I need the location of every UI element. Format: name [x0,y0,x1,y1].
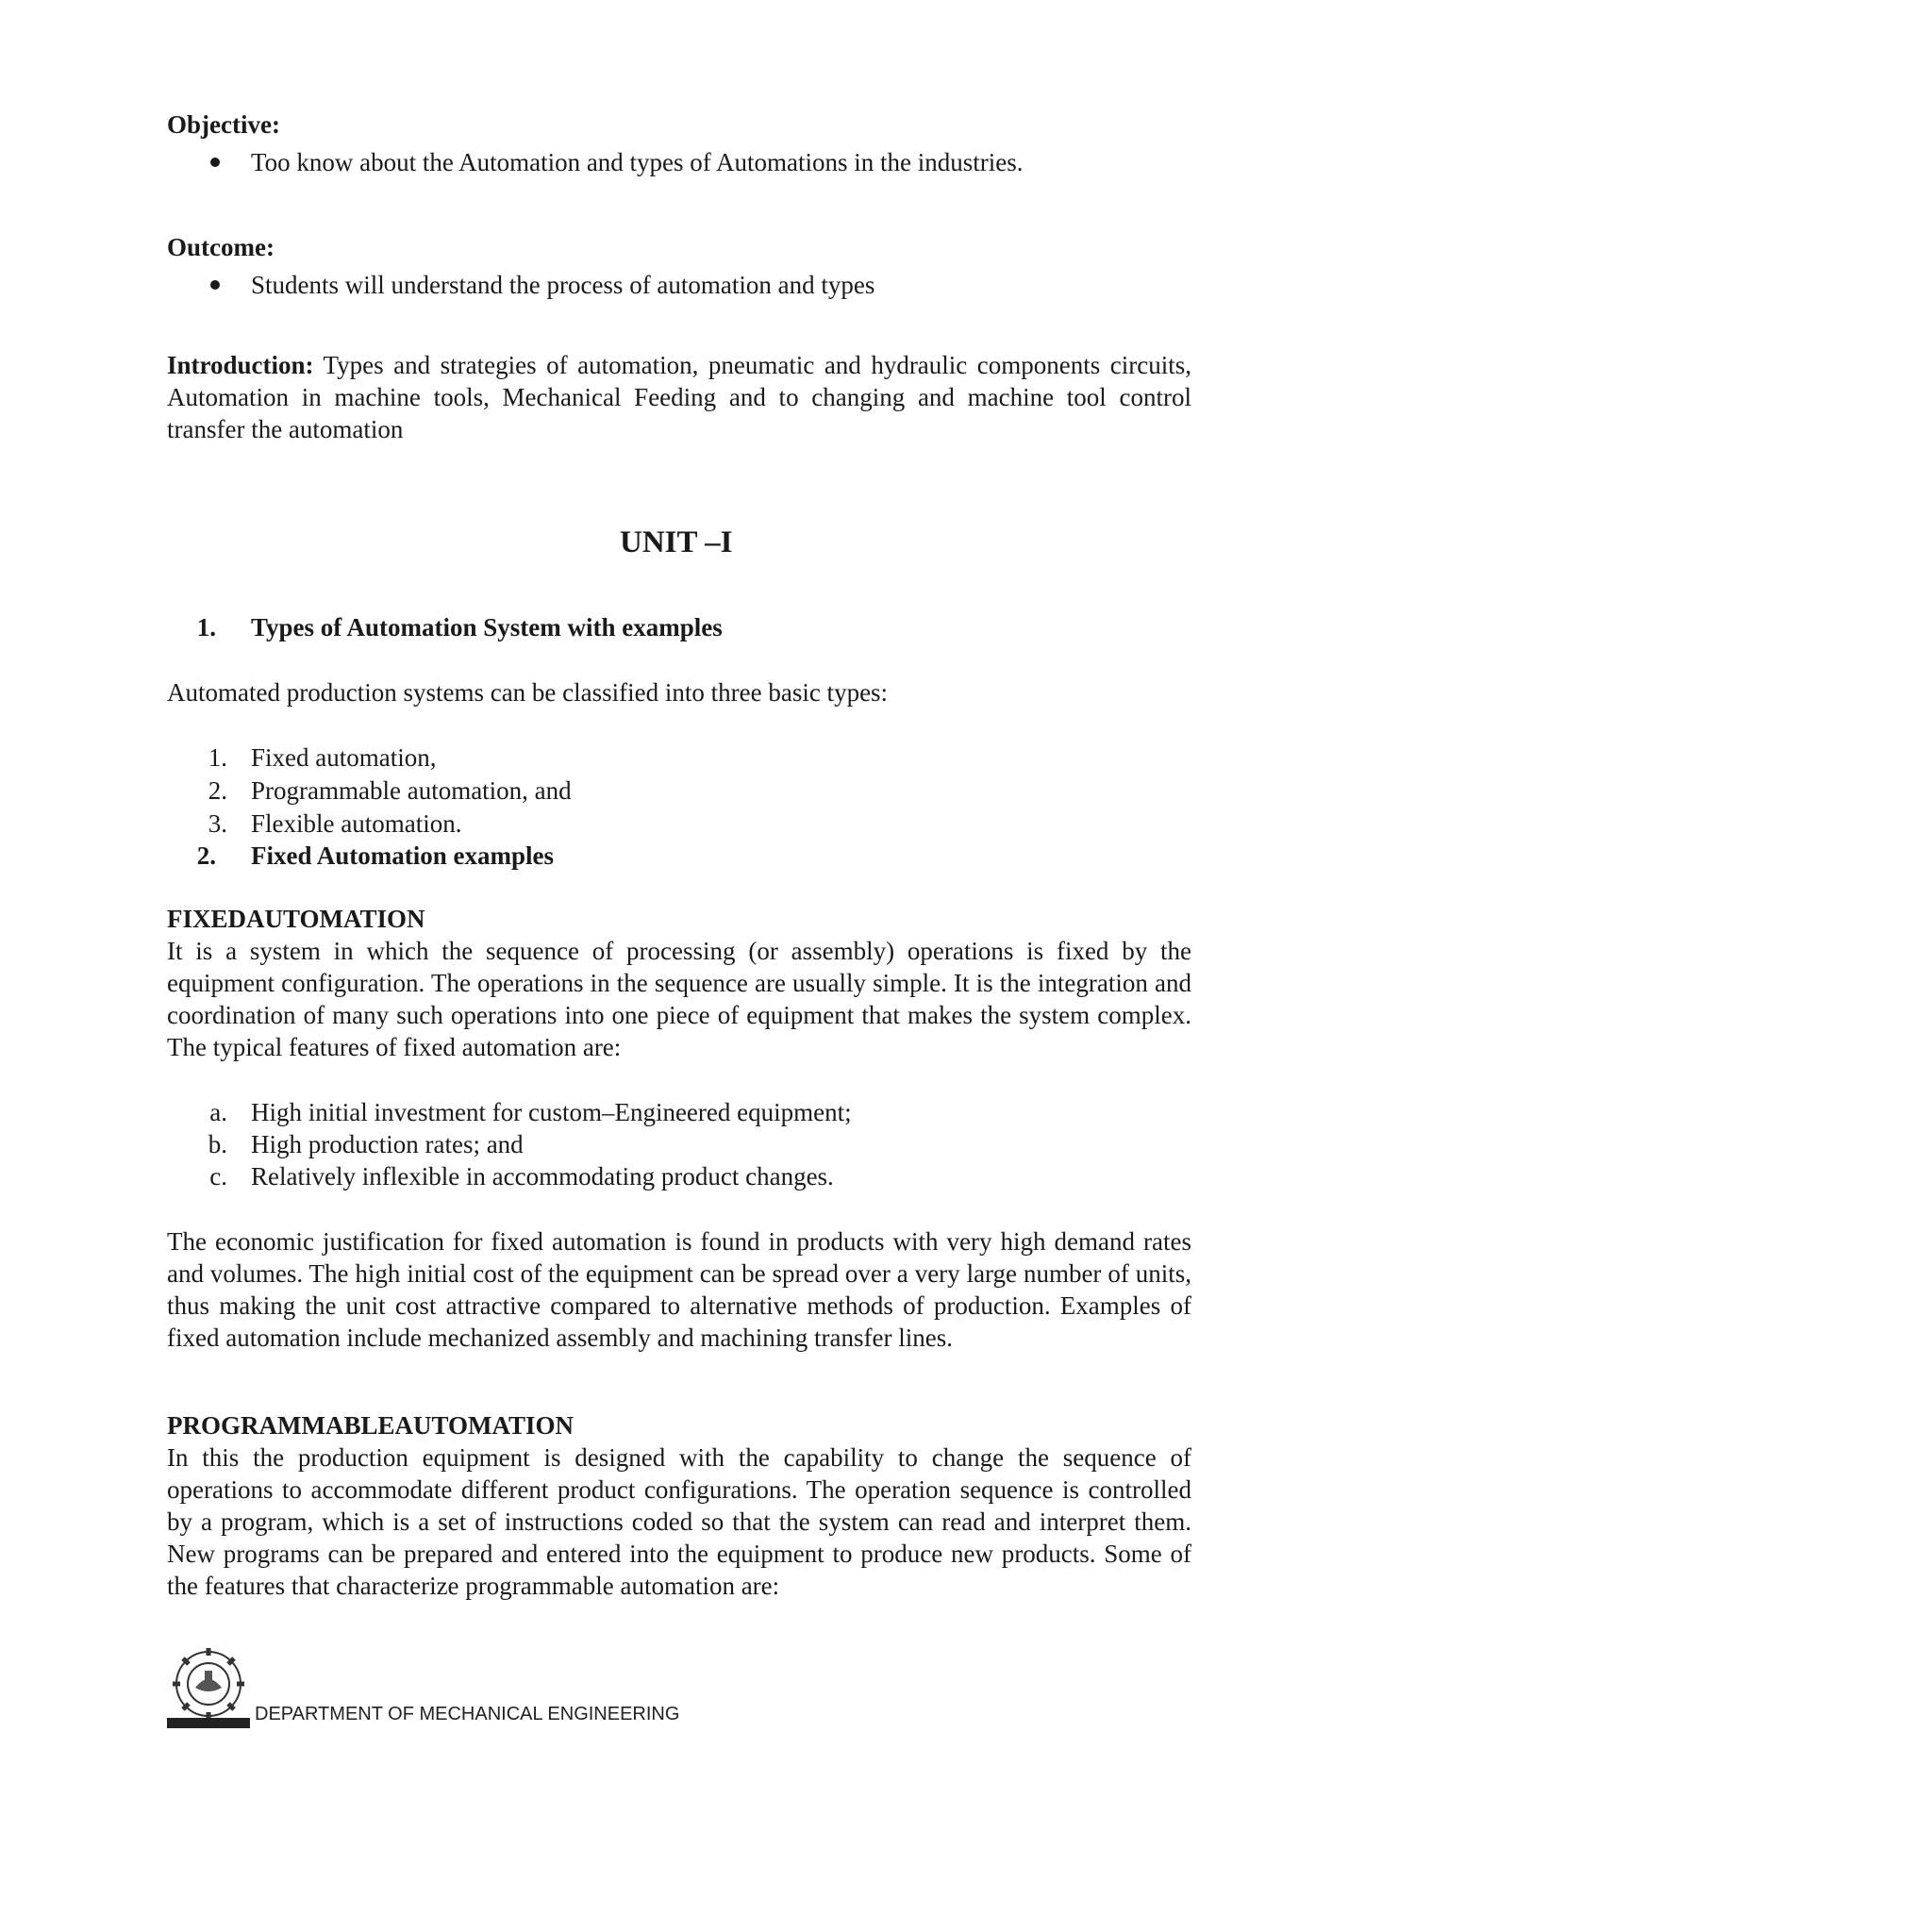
introduction-label: Introduction: [167,351,314,379]
fixed-automation-heading: FIXEDAUTOMATION [167,905,425,933]
bullet-icon [210,158,220,167]
section1-title: Types of Automation System with examples [251,613,723,641]
page-footer [167,1646,1191,1740]
section2-number: 2. [196,841,216,870]
section1-number: 1. [196,613,216,641]
section1-intro: Automated production systems can be classified into three basic types: [167,678,889,707]
introduction-paragraph [167,349,1191,445]
introduction-text: Types and strategies of automation, pneumatic and hydraulic components circuits, Automation in machine tools, Mechanical Feeding and to changing and machine tool control transfer the automation [167,351,1191,443]
section2-title: Fixed Automation examples [251,841,554,870]
bullet-icon [210,280,220,290]
unit-title: UNIT –I [620,525,733,559]
objective-heading: Objective: [167,110,280,139]
fixed-automation-paragraph: It is a system in which the sequence of processing (or assembly) operations is fixed by the equipment configuration. The operations in the sequence are usually simple. It is the integration and coordination of many such operations into one piece of equipment that makes the system complex. The typical features of fixed automation are: [167,937,1191,1061]
institution-logo-icon [167,1646,250,1729]
programmable-automation-paragraph: In this the production equipment is designed with the capability to change the sequence of operations to accommodate different product configurations. The operation sequence is controlled by a program, which is a set of instructions coded so that the system can read and interpret them. New programs can be prepared and entered into the equipment to produce new products. Some of the features that characterize programmable automation are: [167,1443,1191,1600]
department-name: DEPARTMENT OF MECHANICAL ENGINEERING [255,1704,680,1724]
programmable-automation-heading: PROGRAMMABLEAUTOMATION [167,1411,574,1440]
outcome-heading: Outcome: [167,233,275,261]
fixed-justification-paragraph: The economic justification for fixed automation is found in products with very high demand rates and volumes. The high initial cost of the equipment can be spread over a very large number of units, thus making the unit cost attractive compared to alternative methods of production. Examples of fixed automation include mechanized assembly and machining transfer lines. [167,1227,1191,1352]
